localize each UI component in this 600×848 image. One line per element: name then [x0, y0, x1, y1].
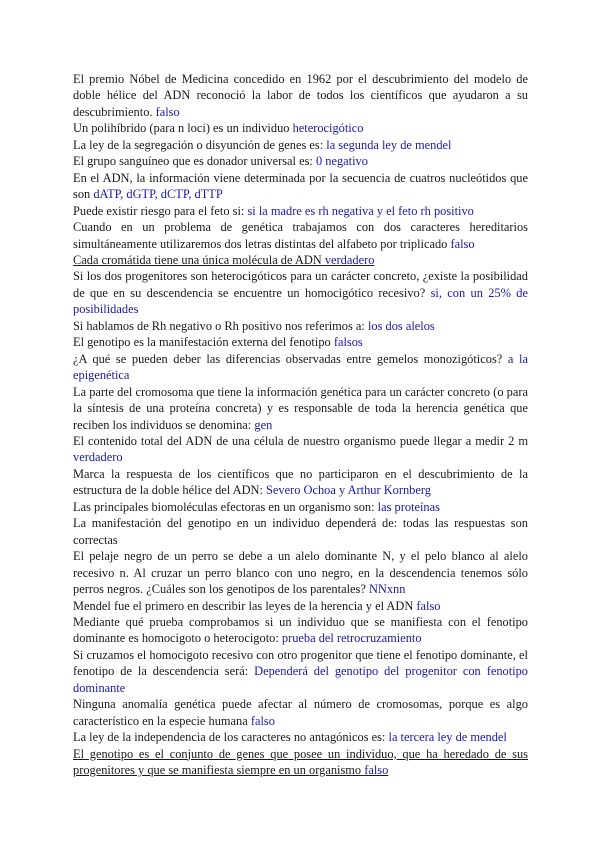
question-text: El grupo sanguíneo que es donador universal es:: [73, 154, 313, 169]
answer-text: 0 negativo: [315, 154, 368, 169]
answer-text: falsos: [333, 335, 363, 350]
qa-item: [73, 647, 528, 696]
qa-item: [73, 696, 528, 729]
answer-text: Severo Ochoa y Arthur Kornberg: [266, 483, 431, 498]
qa-item: [73, 499, 528, 515]
question-text: Un polihíbrido (para n loci) es un individuo: [73, 121, 290, 136]
question-text: Ninguna anomalía genética puede afectar al número de cromosomas, porque es algo característico en la especie humana: [73, 697, 528, 728]
answer-text: dATP, dGTP, dCTP, dTTP: [93, 187, 223, 202]
answer-text: NNxnn: [368, 582, 406, 597]
answer-text: los dos alelos: [367, 318, 435, 333]
qa-item: [73, 268, 528, 317]
qa-item: [73, 203, 528, 219]
question-text: ¿A qué se pueden deber las diferencias observadas entre gemelos monozigóticos?: [73, 351, 503, 366]
answer-text: si la madre es rh negativa y el feto rh positivo: [247, 203, 474, 218]
question-text: La parte del cromosoma que tiene la información genética para un carácter concreto (o para la síntesis de una proteína concreta) y es responsable de toda la herencia genética que reciben los individuos se denomina:: [73, 384, 528, 432]
question-text: Si cruzamos el homocigoto recesivo con otro progenitor que tiene el fenotipo dominante, el fenotipo de la descendencia será:: [73, 647, 528, 679]
qa-item: [73, 137, 528, 153]
qa-item: [73, 598, 528, 614]
question-text: El genotipo es la manifestación externa del fenotipo: [73, 335, 331, 350]
qa-item: [73, 384, 528, 433]
question-text: Puede existir riesgo para el feto si:: [73, 203, 245, 218]
question-text: La ley de la independencia de los caracteres no antagónicos es:: [73, 730, 386, 745]
answer-text: las proteínas: [377, 499, 440, 514]
qa-item: [73, 318, 528, 334]
answer-text: verdadero: [73, 450, 123, 465]
qa-item: [73, 252, 528, 268]
question-text: El genotipo es el conjunto de genes que posee un individuo, que ha heredado de sus progenitores y que se manifiesta siempre en un organismo: [73, 746, 528, 778]
qa-item: [73, 614, 528, 647]
qa-item: [73, 515, 528, 548]
question-text: El premio Nóbel de Medicina concedido en 1962 por el descubrimiento del modelo de doble hélice del ADN reconoció la labor de todos los científicos que ayudaron a su descubrimiento.: [73, 72, 528, 119]
qa-item: [73, 729, 528, 745]
answer-text: a la epigenética: [73, 351, 528, 383]
answer-text: la segunda ley de mendel: [326, 137, 452, 152]
answer-text: falso: [250, 713, 275, 728]
question-text: La ley de la segregación o disyunción de genes es:: [73, 137, 324, 152]
answer-text: gen: [254, 417, 273, 432]
document-body: [73, 71, 528, 778]
answer-text: si, con un 25% de posibilidades: [73, 285, 528, 317]
qa-item: [73, 548, 528, 597]
question-text: Marca la respuesta de los científicos que no participaron en el descubrimiento de la estructura de la doble hélice del ADN:: [73, 466, 528, 498]
question-text: Las principales biomoléculas efectoras en un organismo son:: [73, 499, 375, 514]
question-text: Cuando en un problema de genética trabajamos con dos caracteres hereditarios simultáneamente utilizaremos dos letras distintas del alfabeto por triplicado: [73, 220, 528, 251]
answer-text: falso: [450, 236, 475, 251]
answer-text: falso: [416, 598, 441, 613]
qa-item: [73, 351, 528, 384]
question-text: Mediante qué prueba comprobamos si un individuo que se manifiesta con el fenotipo dominante es homocigoto o heterocigoto:: [73, 614, 528, 646]
question-text: El pelaje negro de un perro se debe a un alelo dominante N, y el pelo blanco al alelo recesivo n. Al cruzar un perro blanco con uno negro, en la descendencia tenemos sólo perros negros. ¿Cuáles son los genotipos de los parentales?: [73, 549, 528, 597]
answer-text: la tercera ley de mendel: [388, 730, 507, 745]
qa-item: [73, 746, 528, 779]
question-text: Si los dos progenitores son heterocigóticos para un carácter concreto, ¿existe la posibilidad de que en su descendencia se encuentre un homocigótico recesivo?: [73, 269, 528, 300]
qa-item: [73, 433, 528, 466]
qa-item: [73, 170, 528, 203]
answer-text: heterocigótico: [292, 121, 364, 136]
question-text: En el ADN, la información viene determinada por la secuencia de cuatros nucleótidos que son: [73, 170, 528, 202]
answer-text: prueba del retrocruzamiento: [281, 631, 422, 646]
qa-item: [73, 219, 528, 252]
answer-text: falso: [364, 763, 389, 778]
qa-item: [73, 71, 528, 120]
question-text: El contenido total del ADN de una célula de nuestro organismo puede llegar a medir 2 m: [73, 433, 528, 448]
qa-item: [73, 120, 528, 136]
question-text: Cada cromátida tiene una única molécula de ADN: [73, 252, 322, 267]
question-text: Si hablamos de Rh negativo o Rh positivo nos referimos a:: [73, 318, 365, 333]
answer-text: verdadero: [324, 252, 375, 267]
answer-text: falso: [155, 104, 180, 119]
answer-text: Dependerá del genotipo del progenitor con fenotipo dominante: [73, 664, 528, 695]
qa-item: [73, 466, 528, 499]
question-text: Mendel fue el primero en describir las leyes de la herencia y el ADN: [73, 598, 414, 613]
qa-item: [73, 153, 528, 169]
question-text: La manifestación del genotipo en un individuo dependerá de: todas las respuestas son correctas: [73, 516, 528, 547]
qa-item: [73, 334, 528, 350]
